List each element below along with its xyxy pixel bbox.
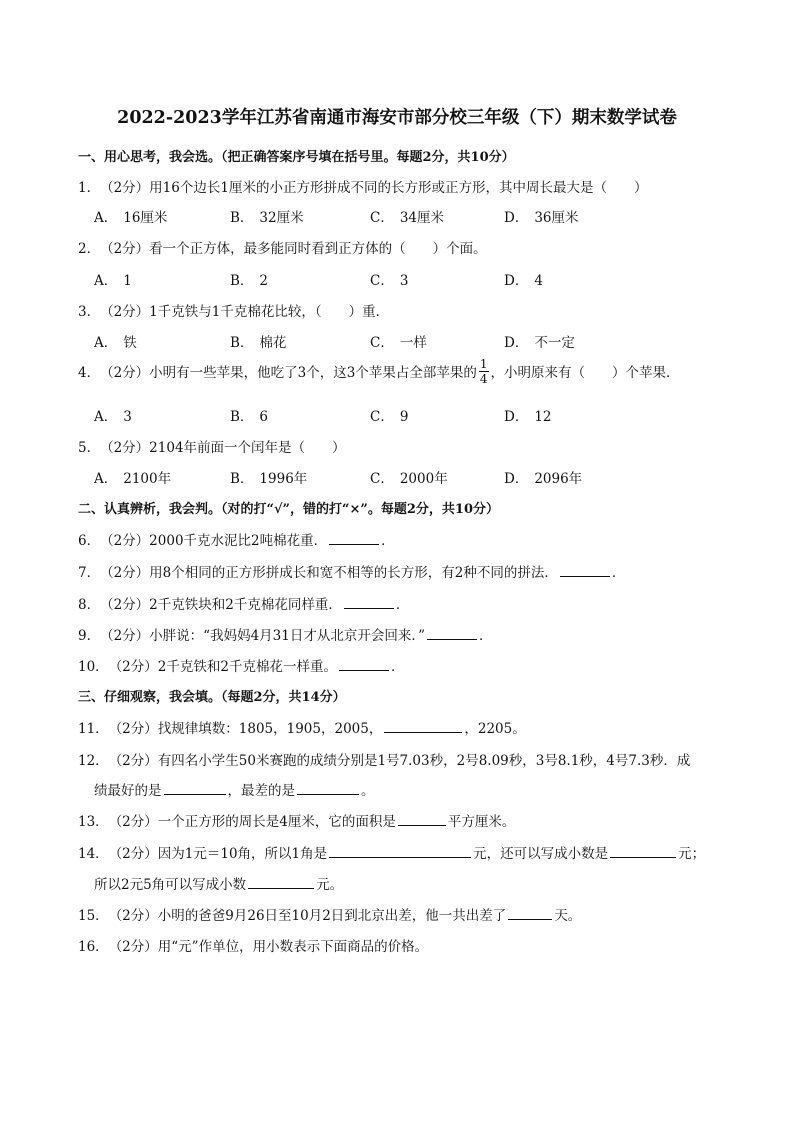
question-number: 7．: [78, 565, 101, 581]
question-number: 9．: [78, 628, 101, 644]
answer-blank[interactable]: [164, 780, 226, 795]
option-d: [504, 331, 575, 351]
answer-blank[interactable]: [384, 718, 462, 733]
question-tail: ．: [611, 565, 626, 581]
option-label: C．: [370, 335, 394, 351]
option-label: D．: [504, 409, 529, 425]
option-text: 不一定: [534, 335, 575, 351]
option-label: D．: [504, 335, 529, 351]
option-text: 6: [259, 409, 269, 425]
question-8: [78, 593, 409, 613]
question-number: 10．: [78, 659, 109, 675]
option-label: A．: [94, 335, 118, 351]
option-text: 2100年: [123, 471, 172, 487]
question-4: [78, 357, 680, 387]
question-3: [78, 300, 389, 320]
question-tail: 元。: [316, 877, 344, 893]
question-12-line2: [94, 779, 375, 799]
answer-blank[interactable]: [560, 562, 610, 577]
question-tail: 天。: [554, 908, 582, 924]
option-d: [504, 467, 582, 487]
question-tail: 元；: [678, 846, 706, 862]
answer-blank[interactable]: [508, 905, 552, 920]
question-text: （2分）用16个边长1厘米的小正方形拼成不同的长方形或正方形，其中周长最大是（ ）: [100, 180, 648, 196]
question-tail: 平方厘米。: [447, 814, 516, 830]
question-number: 6．: [78, 533, 101, 549]
question-number: 3．: [78, 304, 101, 320]
question-text: 绩最好的是: [94, 783, 162, 799]
question-text: （2分）2000千克水泥比2吨棉花重．: [100, 533, 328, 549]
option-c: [370, 405, 408, 425]
answer-blank[interactable]: [329, 843, 471, 858]
answer-blank[interactable]: [610, 843, 676, 858]
question-12: [78, 749, 690, 769]
question-number: 11．: [78, 721, 109, 737]
option-text: 3: [123, 409, 132, 425]
option-text: 一样: [399, 335, 427, 351]
option-a: [94, 405, 132, 425]
option-c: [370, 467, 448, 487]
question-5: [78, 436, 346, 456]
option-text: 1996年: [259, 471, 308, 487]
question-text: （2分）1千克铁与1千克棉花比较，（ ）重．: [100, 304, 390, 320]
question-tail: 。: [361, 783, 375, 799]
question-tail: ．: [381, 533, 395, 549]
answer-blank[interactable]: [339, 656, 389, 671]
section-heading-2: 二、认真辨析，我会判。（对的打“√”，错的打“×”。每题2分，共10分）: [78, 502, 499, 517]
option-label: A．: [94, 210, 118, 226]
question-text: （2分）一个正方形的周长是4厘米，它的面积是: [108, 814, 396, 830]
option-c: [370, 269, 408, 289]
question-15: [78, 904, 581, 924]
option-text: 1: [123, 273, 132, 289]
option-label: A．: [94, 273, 118, 289]
option-text: 2000年: [399, 471, 448, 487]
fraction: [479, 358, 489, 385]
question-number: 15．: [78, 908, 109, 924]
section-heading-3: 三、仔细观察，我会填。（每题2分，共14分）: [78, 690, 346, 705]
question-number: 14．: [78, 846, 109, 862]
exam-title: 2022-2023学年江苏省南通市海安市部分校三年级（下）期末数学试卷: [117, 108, 677, 128]
option-b: [230, 206, 304, 226]
question-10: [78, 655, 404, 675]
question-6: [78, 529, 395, 549]
answer-blank[interactable]: [398, 811, 446, 826]
option-a: [94, 206, 167, 226]
option-d: [504, 269, 543, 289]
option-label: C．: [370, 273, 394, 289]
question-tail: ．: [395, 597, 410, 613]
question-text: （2分）2104年前面一个闰年是（ ）: [100, 440, 346, 456]
question-text: （2分）有四名小学生50米赛跑的成绩分别是1号7.03秒，2号8.09秒，3号8.1秒，4号7.3秒．成: [108, 753, 691, 769]
option-a: [94, 331, 137, 351]
section-heading-1: 一、用心思考，我会选。（把正确答案序号填在括号里。每题2分，共10分）: [78, 150, 515, 165]
question-text: （2分）用“元”作单位，用小数表示下面商品的价格。: [108, 939, 429, 955]
option-label: C．: [370, 210, 394, 226]
option-text: 32厘米: [259, 210, 304, 226]
question-text-before: （2分）小明有一些苹果，他吃了3个，这3个苹果占全部苹果的: [100, 365, 477, 381]
option-text: 2096年: [534, 471, 583, 487]
option-b: [230, 269, 268, 289]
question-tail: ．: [390, 659, 405, 675]
fraction-numerator: 1: [479, 357, 488, 371]
question-text: （2分）小明的爸爸9月26日至10月2日到北京出差，他一共出差了: [108, 908, 507, 924]
answer-blank[interactable]: [344, 594, 394, 609]
question-text: （2分）2千克铁和2千克棉花一样重。: [108, 659, 337, 675]
question-13: [78, 810, 515, 830]
option-label: A．: [94, 471, 118, 487]
question-tail: ，2205。: [464, 721, 526, 737]
question-1: [78, 176, 647, 196]
option-text: 铁: [123, 335, 137, 351]
question-7: [78, 561, 625, 581]
fraction-denominator: 4: [479, 372, 488, 386]
answer-blank[interactable]: [248, 874, 314, 889]
option-text: 2: [259, 273, 269, 289]
option-d: [504, 405, 552, 425]
option-label: B．: [230, 471, 254, 487]
question-text: （2分）找规律填数：1805，1905，2005，: [108, 721, 383, 737]
question-number: 1．: [78, 180, 101, 196]
question-14: [78, 842, 705, 862]
question-text: （2分）因为1元＝10角，所以1角是: [108, 846, 328, 862]
question-number: 5．: [78, 440, 101, 456]
question-16: [78, 935, 428, 955]
option-text: 9: [399, 409, 409, 425]
question-text: （2分）看一个正方体，最多能同时看到正方体的（ ）个面。: [100, 241, 487, 257]
question-text: 元，还可以写成小数是: [473, 846, 609, 862]
question-9: [78, 624, 493, 644]
option-label: B．: [230, 409, 254, 425]
option-label: A．: [94, 409, 118, 425]
question-number: 12．: [78, 753, 109, 769]
option-text: 36厘米: [534, 210, 579, 226]
option-label: D．: [504, 210, 529, 226]
question-text: （2分）用8个相同的正方形拼成长和宽不相等的长方形，有2种不同的拼法．: [100, 565, 558, 581]
question-number: 4．: [78, 365, 101, 381]
question-number: 8．: [78, 597, 101, 613]
option-a: [94, 269, 132, 289]
option-label: D．: [504, 471, 529, 487]
option-label: D．: [504, 273, 529, 289]
question-number: 13．: [78, 814, 109, 830]
option-b: [230, 331, 286, 351]
question-text: （2分）小胖说：“我妈妈4月31日才从北京开会回来．”: [100, 628, 426, 644]
option-text: 12: [534, 409, 552, 425]
question-number: 2．: [78, 241, 101, 257]
answer-blank[interactable]: [329, 530, 379, 545]
option-label: B．: [230, 273, 254, 289]
option-c: [370, 206, 444, 226]
option-label: C．: [370, 409, 394, 425]
option-a: [94, 467, 171, 487]
option-label: B．: [230, 335, 254, 351]
option-text: 34厘米: [399, 210, 445, 226]
question-text: ，最差的是: [227, 783, 295, 799]
option-label: C．: [370, 471, 394, 487]
question-text: （2分）2千克铁块和2千克棉花同样重．: [100, 597, 342, 613]
question-11: [78, 717, 526, 737]
question-2: [78, 237, 487, 257]
question-number: 16．: [78, 939, 109, 955]
option-text: 棉花: [259, 335, 287, 351]
option-c: [370, 331, 427, 351]
option-b: [230, 405, 268, 425]
option-text: 16厘米: [123, 210, 168, 226]
option-text: 4: [534, 273, 543, 289]
question-14-line2: [94, 873, 343, 893]
option-b: [230, 467, 307, 487]
question-text-after: ，小明原来有（ ）个苹果．: [490, 365, 680, 381]
question-tail: ．: [479, 628, 493, 644]
option-d: [504, 206, 579, 226]
answer-blank[interactable]: [427, 625, 477, 640]
option-label: B．: [230, 210, 254, 226]
question-text: 所以2元5角可以写成小数: [94, 877, 247, 893]
answer-blank[interactable]: [297, 780, 359, 795]
option-text: 3: [399, 273, 409, 289]
